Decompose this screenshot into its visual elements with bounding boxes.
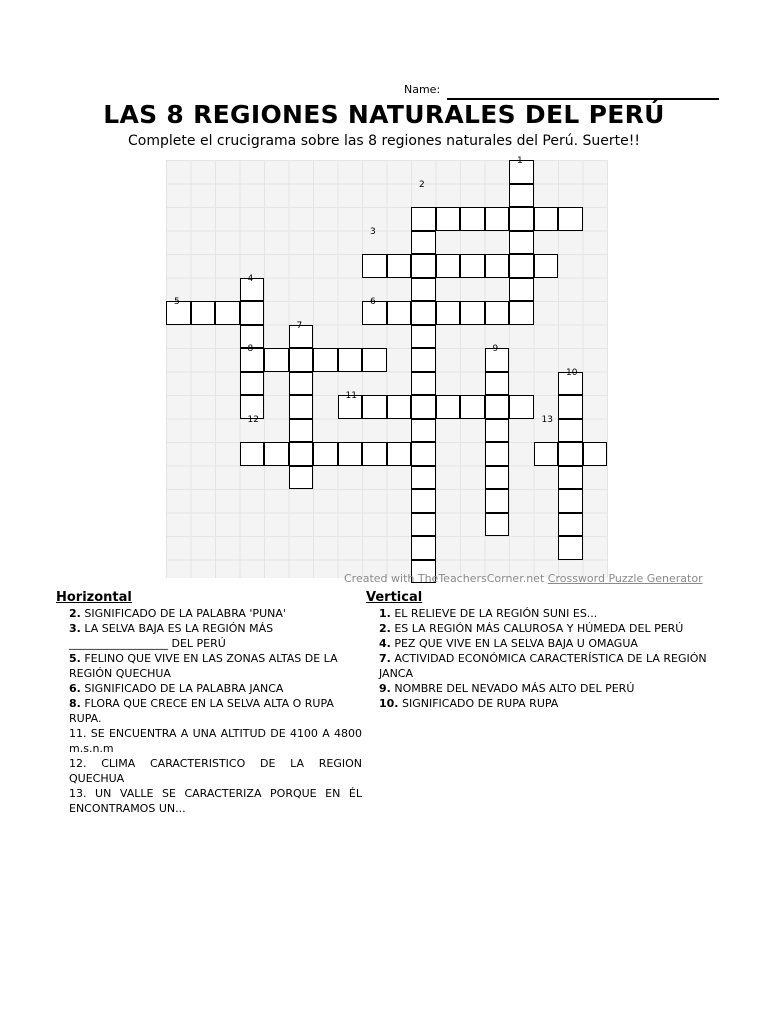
crossword-cell[interactable] xyxy=(387,395,412,419)
crossword-cell[interactable] xyxy=(485,395,510,419)
clue-number: 10. xyxy=(379,697,399,710)
clue-number-1: 1 xyxy=(517,156,523,166)
horizontal-clue-8 xyxy=(69,696,362,726)
crossword-cell[interactable] xyxy=(485,513,510,537)
credit-link[interactable]: Crossword Puzzle Generator xyxy=(547,572,703,585)
crossword-cell[interactable] xyxy=(509,184,534,208)
crossword-cell[interactable] xyxy=(264,442,289,466)
crossword-cell[interactable] xyxy=(411,536,436,560)
generator-credit xyxy=(344,572,703,585)
crossword-cell[interactable] xyxy=(289,372,314,396)
crossword-cell[interactable] xyxy=(558,419,583,443)
horizontal-clues xyxy=(56,590,362,816)
crossword-cell[interactable] xyxy=(289,395,314,419)
clue-number-9: 9 xyxy=(492,344,499,354)
horizontal-clue-3 xyxy=(69,621,362,651)
crossword-cell[interactable] xyxy=(289,466,314,490)
vertical-clues xyxy=(366,590,718,711)
crossword-cell[interactable] xyxy=(362,442,387,466)
crossword-cell[interactable] xyxy=(289,442,314,466)
crossword-cell[interactable] xyxy=(509,395,534,419)
crossword-cell[interactable] xyxy=(509,254,534,278)
clue-text: UN VALLE SE CARACTERIZA PORQUE EN ÉL ENCONTRAMOS UN... xyxy=(69,787,362,815)
clue-text: SE ENCUENTRA A UNA ALTITUD DE 4100 A 4800 m.s.n.m xyxy=(69,727,362,755)
clue-number: 1. xyxy=(379,607,391,620)
clue-number-10: 10 xyxy=(566,367,578,378)
crossword-cell[interactable] xyxy=(362,348,387,372)
vertical-heading: Vertical xyxy=(366,590,423,605)
crossword-cell[interactable] xyxy=(485,442,510,466)
crossword-cell[interactable] xyxy=(534,207,559,231)
clue-number: 2. xyxy=(379,622,391,635)
crossword-cell[interactable] xyxy=(558,536,583,560)
crossword-cell[interactable] xyxy=(215,301,240,325)
crossword-cell[interactable] xyxy=(411,466,436,490)
crossword-cell[interactable] xyxy=(509,278,534,302)
crossword-cell[interactable] xyxy=(338,442,363,466)
crossword-cell[interactable] xyxy=(485,489,510,513)
clue-number: 13. xyxy=(69,787,87,800)
crossword-cell[interactable] xyxy=(509,301,534,325)
clue-text: CLIMA CARACTERISTICO DE LA REGION QUECHUA xyxy=(69,757,362,785)
clue-number: 9. xyxy=(379,682,391,695)
crossword-cell[interactable] xyxy=(411,278,436,302)
clue-number-12: 12 xyxy=(247,414,259,425)
crossword-cell[interactable] xyxy=(411,442,436,466)
crossword-cell[interactable] xyxy=(436,207,461,231)
crossword-cell[interactable] xyxy=(313,442,338,466)
crossword-cell[interactable] xyxy=(387,301,412,325)
clue-text: PEZ QUE VIVE EN LA SELVA BAJA U OMAGUA xyxy=(390,637,638,650)
page-title: LAS 8 REGIONES NATURALES DEL PERÚ xyxy=(103,100,665,129)
crossword-cell[interactable] xyxy=(436,395,461,419)
horizontal-heading: Horizontal xyxy=(56,590,132,605)
clue-text: SIGNIFICADO DE LA PALABRA JANCA xyxy=(80,682,284,695)
crossword-cell[interactable] xyxy=(313,348,338,372)
crossword-cell[interactable] xyxy=(240,372,265,396)
horizontal-clue-12 xyxy=(69,756,362,786)
clue-number-11: 11 xyxy=(345,391,357,401)
clue-text: ACTIVIDAD ECONÓMICA CARACTERÍSTICA DE LA REGIÓN JANCA xyxy=(379,652,707,680)
crossword-cell[interactable] xyxy=(460,301,485,325)
clue-number-6: 6 xyxy=(370,297,376,307)
crossword-cell[interactable] xyxy=(411,231,436,255)
crossword-cell[interactable] xyxy=(558,489,583,513)
vertical-clue-1 xyxy=(379,606,718,621)
clue-number: 7. xyxy=(379,652,391,665)
crossword-cell[interactable] xyxy=(387,442,412,466)
vertical-clue-4 xyxy=(379,636,718,651)
crossword-cell[interactable] xyxy=(485,372,510,396)
clue-number: 11. xyxy=(69,727,87,740)
clue-text: SIGNIFICADO DE RUPA RUPA xyxy=(398,697,559,710)
clue-number: 6. xyxy=(69,682,81,695)
clue-text: EL RELIEVE DE LA REGIÓN SUNI ES... xyxy=(390,607,598,620)
crossword-cell[interactable] xyxy=(485,466,510,490)
clue-number: 8. xyxy=(69,697,81,710)
clue-number-4: 4 xyxy=(247,273,254,284)
crossword-cell[interactable] xyxy=(485,254,510,278)
crossword-cell[interactable] xyxy=(240,301,265,325)
crossword-cell[interactable] xyxy=(436,254,461,278)
crossword-cell[interactable] xyxy=(460,254,485,278)
horizontal-clue-5 xyxy=(69,651,362,681)
clue-number-7: 7 xyxy=(296,320,303,331)
crossword-cell[interactable] xyxy=(558,395,583,419)
crossword-cell[interactable] xyxy=(411,254,436,278)
crossword-cell[interactable] xyxy=(485,301,510,325)
crossword-cell[interactable] xyxy=(558,442,583,466)
clue-number: 5. xyxy=(69,652,81,665)
horizontal-clue-6 xyxy=(69,681,362,696)
vertical-clue-7 xyxy=(379,651,718,681)
clue-text: FELINO QUE VIVE EN LAS ZONAS ALTAS DE LA REGIÓN QUECHUA xyxy=(69,652,338,680)
clue-number: 3. xyxy=(69,622,81,635)
vertical-clue-2 xyxy=(379,621,718,636)
crossword-cell[interactable] xyxy=(362,395,387,419)
clue-number: 4. xyxy=(379,637,391,650)
clue-number: 12. xyxy=(69,757,87,770)
horizontal-clue-list xyxy=(56,606,362,816)
page-subtitle: Complete el crucigrama sobre las 8 regiones naturales del Perú. Suerte!! xyxy=(128,133,640,149)
crossword-cell[interactable] xyxy=(411,395,436,419)
crossword-cell[interactable] xyxy=(558,207,583,231)
clue-text: FLORA QUE CRECE EN LA SELVA ALTA O RUPA RUPA. xyxy=(69,697,334,725)
crossword-cell[interactable] xyxy=(534,254,559,278)
crossword-cell[interactable] xyxy=(289,419,314,443)
crossword-cell[interactable] xyxy=(411,207,436,231)
crossword-cell[interactable] xyxy=(485,419,510,443)
clue-number-8: 8 xyxy=(247,344,254,354)
crossword-cell[interactable] xyxy=(509,207,534,231)
crossword-cell[interactable] xyxy=(558,513,583,537)
clue-text: LA SELVA BAJA ES LA REGIÓN MÁS __________________ DEL PERÚ xyxy=(69,622,274,650)
crossword-cell[interactable] xyxy=(411,489,436,513)
crossword-cell[interactable] xyxy=(191,301,216,325)
clue-number: 2. xyxy=(69,607,81,620)
vertical-clue-10 xyxy=(379,696,718,711)
crossword-cell[interactable] xyxy=(362,254,387,278)
crossword-cell[interactable] xyxy=(411,301,436,325)
name-label: Name: xyxy=(404,83,441,96)
crossword-cell[interactable] xyxy=(411,513,436,537)
clue-number-13: 13 xyxy=(541,414,553,425)
clue-number-5: 5 xyxy=(174,297,180,307)
crossword-cell[interactable] xyxy=(558,466,583,490)
crossword-cell[interactable] xyxy=(534,442,559,466)
crossword-cell[interactable] xyxy=(289,348,314,372)
crossword-cell[interactable] xyxy=(411,325,436,349)
horizontal-clue-13 xyxy=(69,786,362,816)
crossword-cell[interactable] xyxy=(338,348,363,372)
crossword-cell[interactable] xyxy=(436,301,461,325)
crossword-cell[interactable] xyxy=(264,348,289,372)
crossword-cell[interactable] xyxy=(485,207,510,231)
clue-text: SIGNIFICADO DE LA PALABRA 'PUNA' xyxy=(80,607,286,620)
crossword-cell[interactable] xyxy=(460,395,485,419)
crossword-cell[interactable] xyxy=(411,419,436,443)
crossword-cell[interactable] xyxy=(583,442,608,466)
horizontal-clue-11 xyxy=(69,726,362,756)
clue-text: NOMBRE DEL NEVADO MÁS ALTO DEL PERÚ xyxy=(390,682,635,695)
credit-text: Created with TheTeachersCorner.net xyxy=(344,572,548,585)
vertical-clue-list xyxy=(366,606,718,711)
vertical-clue-9 xyxy=(379,681,718,696)
crossword-cell[interactable] xyxy=(411,348,436,372)
crossword-cell[interactable] xyxy=(460,207,485,231)
clue-number-3: 3 xyxy=(370,226,376,237)
clue-number-2: 2 xyxy=(419,179,425,190)
crossword-cell[interactable] xyxy=(411,372,436,396)
horizontal-clue-2 xyxy=(69,606,362,621)
crossword-cell[interactable] xyxy=(387,254,412,278)
crossword-cell[interactable] xyxy=(509,231,534,255)
crossword-cell[interactable] xyxy=(240,442,265,466)
clue-text: ES LA REGIÓN MÁS CALUROSA Y HÚMEDA DEL PERÚ xyxy=(390,622,684,635)
